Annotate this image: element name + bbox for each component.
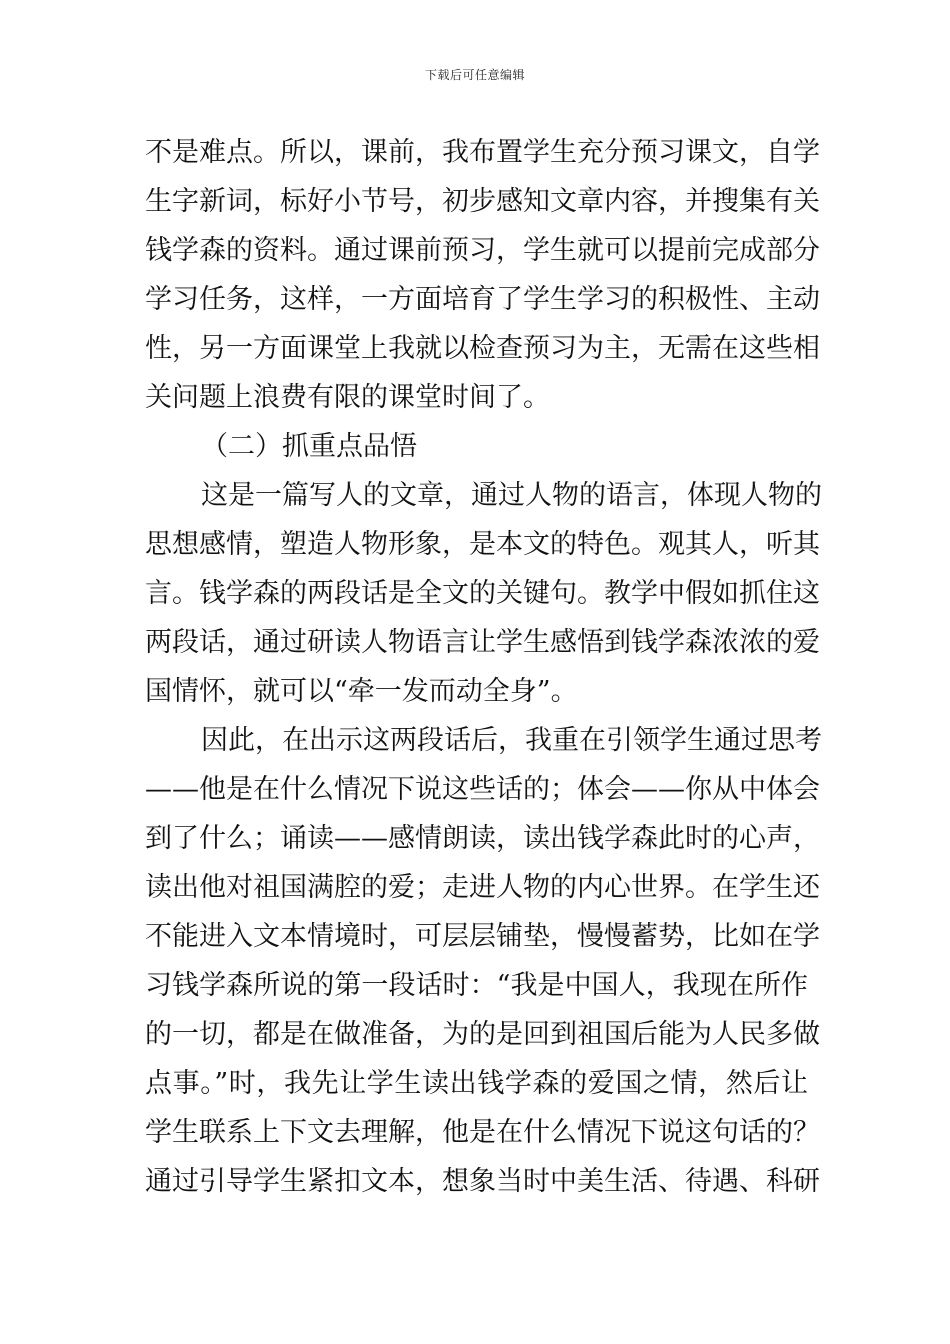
paragraph-line: 通过引导学生紧扣文本，想象当时中美生活、待遇、科研 [145,1166,820,1197]
paragraph-line: 性，另一方面课堂上我就以检查预习为主，无需在这些相 [145,333,820,364]
paragraph-line: 读出他对祖国满腔的爱；走进人物的内心世界。在学生还 [145,872,820,903]
paragraph-line: 点事。”时，我先让学生读出钱学森的爱国之情，然后让 [145,1068,808,1099]
paragraph-line: 学习任务，这样，一方面培育了学生学习的积极性、主动 [145,284,820,315]
paragraph-line: 两段话，通过研读人物语言让学生感悟到钱学森浓浓的爱 [145,627,820,658]
paragraph-line: 不能进入文本情境时，可层层铺垫，慢慢蓄势，比如在学 [145,921,820,952]
page-header-note: 下载后可任意编辑 [424,68,525,82]
paragraph-line: 生字新词，标好小节号，初步感知文章内容，并搜集有关 [145,186,820,217]
paragraph-line: 到了什么；诵读——感情朗读，读出钱学森此时的心声， [145,823,820,854]
body-text [145,128,822,1206]
paragraph-line: 的一切，都是在做准备，为的是回到祖国后能为人民多做 [145,1019,820,1050]
paragraph-line: ——他是在什么情况下说这些话的；体会——你从中体会 [145,774,820,805]
section-heading: （二）抓重点品悟 [201,431,417,462]
paragraph-line: 学生联系上下文去理解，他是在什么情况下说这句话的？ [145,1117,820,1148]
paragraph-line: 不是难点。所以，课前，我布置学生充分预习课文，自学 [145,137,820,168]
paragraph-line: 钱学森的资料。通过课前预习，学生就可以提前完成部分 [145,235,820,266]
paragraph-line: 言。钱学森的两段话是全文的关键句。教学中假如抓住这 [145,578,820,609]
paragraph-line: 这是一篇写人的文章，通过人物的语言，体现人物的 [201,480,822,511]
paragraph-line: 因此，在出示这两段话后，我重在引领学生通过思考 [201,725,822,756]
paragraph-line: 国情怀，就可以“牵一发而动全身”。 [145,676,578,707]
paragraph-line: 习钱学森所说的第一段话时：“我是中国人，我现在所作 [145,970,808,1001]
paragraph-line: 思想感情，塑造人物形象，是本文的特色。观其人，听其 [145,529,820,560]
paragraph-line: 关问题上浪费有限的课堂时间了。 [145,382,550,413]
